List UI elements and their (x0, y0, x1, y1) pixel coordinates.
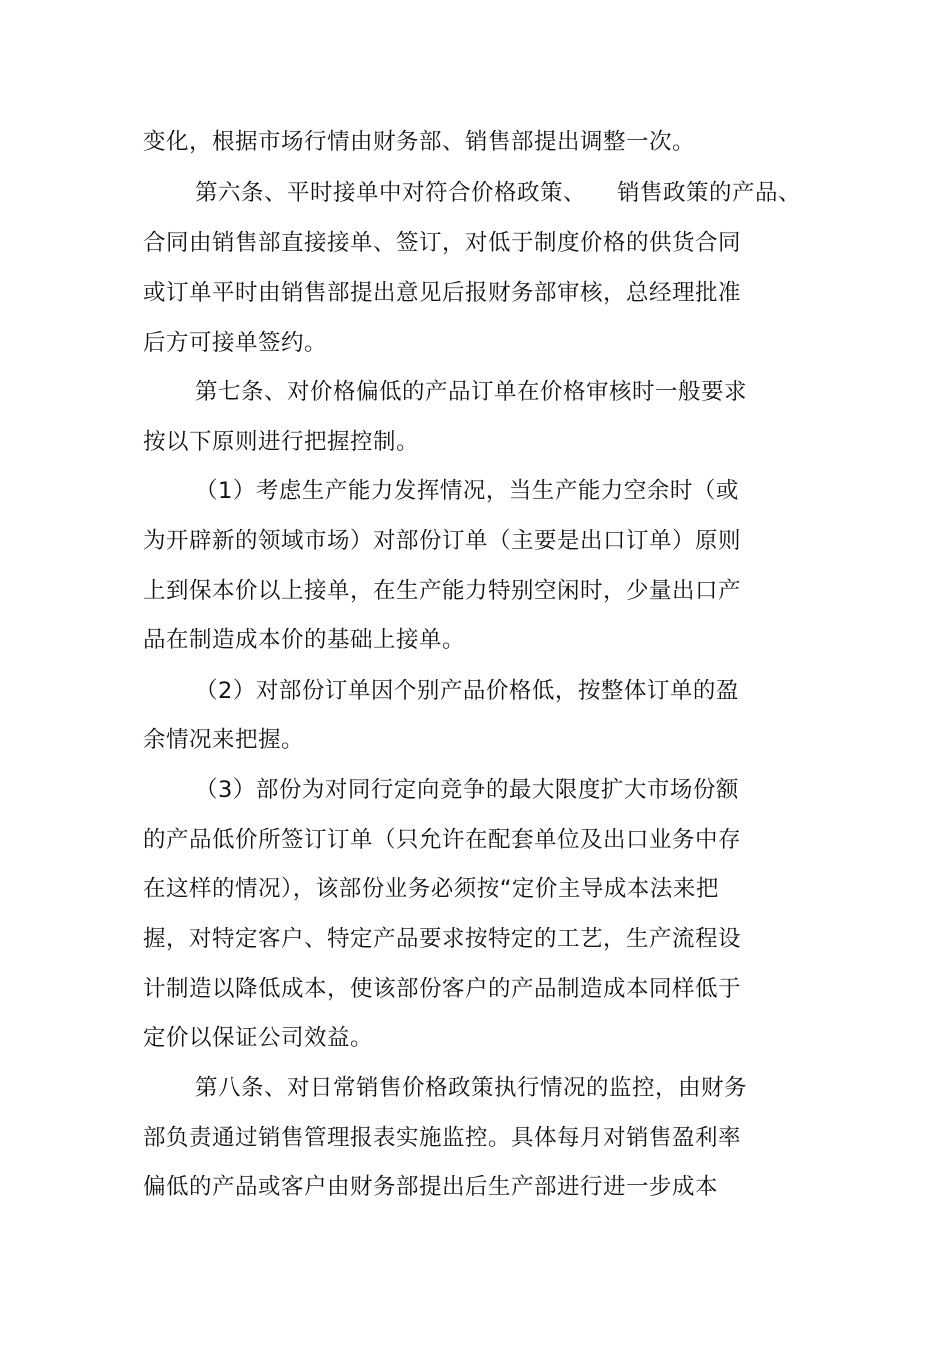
text-line: 为开辟新的领域市场）对部份订单（主要是出口订单）原则 (143, 528, 742, 554)
text-line: 上到保本价以上接单，在生产能力特别空闲时，少量出口产 (143, 578, 742, 604)
text-line: 余情况来把握。 (143, 727, 305, 753)
text-line: 或订单平时由销售部提出意见后报财务部审核，总经理批准 (143, 280, 742, 306)
text-line: 合同由销售部直接接单、签订，对低于制度价格的供货合同 (143, 230, 742, 256)
text-line: 定价以保证公司效益。 (143, 1025, 374, 1051)
text-line: （1）考虑生产能力发挥情况，当生产能力空余时（或 (195, 478, 739, 504)
text-line: 品在制造成本价的基础上接单。 (143, 627, 466, 653)
text-line: 第六条、平时接单中对符合价格政策、 (195, 180, 587, 206)
text-line: 的产品低价所签订订单（只允许在配套单位及出口业务中存 (143, 827, 742, 853)
text-line: 销售政策的产品、 (617, 180, 802, 206)
text-line: 第八条、对日常销售价格政策执行情况的监控，由财务 (195, 1075, 748, 1101)
text-line: 握，对特定客户、特定产品要求按特定的工艺，生产流程设 (143, 926, 742, 952)
text-line: 部负责通过销售管理报表实施监控。具体每月对销售盈利率 (143, 1125, 742, 1151)
text-line: 变化，根据市场行情由财务部、销售部提出调整一次。 (143, 129, 696, 155)
text-line: 偏低的产品或客户由财务部提出后生产部进行进一步成本 (143, 1174, 719, 1200)
text-line: 按以下原则进行把握控制。 (143, 429, 420, 455)
text-line: （2）对部份订单因个别产品价格低，按整体订单的盈 (195, 678, 739, 704)
text-line: 后方可接单签约。 (143, 330, 328, 356)
text-line: 第七条、对价格偏低的产品订单在价格审核时一般要求 (195, 379, 748, 405)
text-line: 在这样的情况），该部份业务必须按“定价主导成本法来把 (143, 876, 719, 902)
text-line: 计制造以降低成本，使该部份客户的产品制造成本同样低于 (143, 976, 742, 1002)
text-line: （3）部份为对同行定向竞争的最大限度扩大市场份额 (195, 777, 739, 803)
